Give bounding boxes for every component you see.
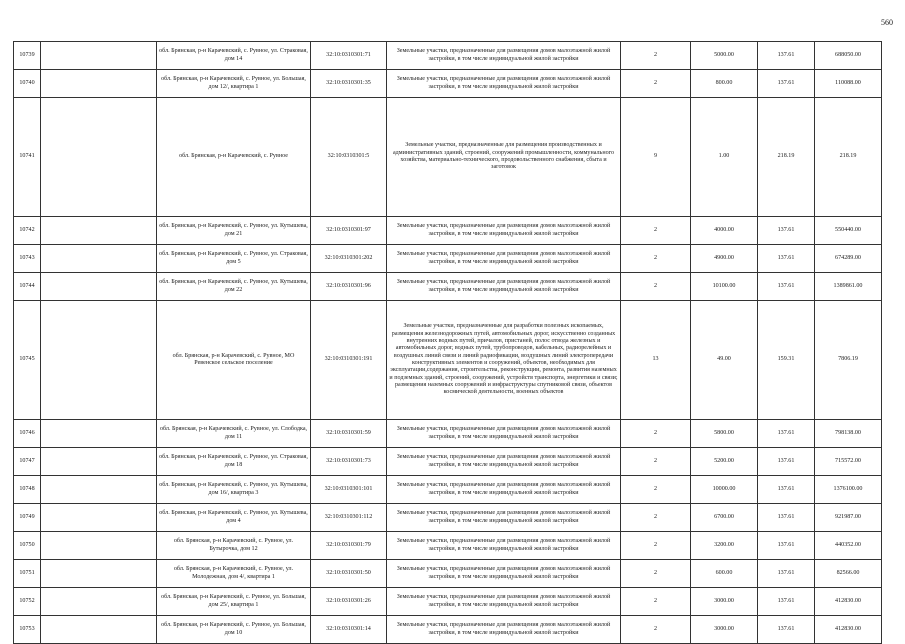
- area-cell: 5000.00: [691, 42, 758, 70]
- cadastral-number-cell: 32:10:0310301:50: [311, 560, 387, 588]
- cadastral-value-cell: 674289.00: [815, 245, 882, 273]
- use-code-cell: 2: [621, 217, 691, 245]
- use-code-cell: 2: [621, 532, 691, 560]
- specific-value-cell: 137.61: [758, 476, 815, 504]
- cadastral-number-cell: 32:10:0310301:5: [311, 98, 387, 217]
- land-use-cell: Земельные участки, предназначенные для размещения домов малоэтажной жилой застройки, в том числе индивидуальной жилой застройки: [387, 273, 621, 301]
- cadastral-value-cell: 412830.00: [815, 588, 882, 616]
- cadastral-number-cell: 32:10:0310301:97: [311, 217, 387, 245]
- cadastral-number-cell: 32:10:0310301:73: [311, 448, 387, 476]
- row-number-cell: 10747: [14, 448, 41, 476]
- cadastral-number-cell: 32:10:0310301:79: [311, 532, 387, 560]
- cadastral-number-cell: 32:10:0310301:14: [311, 616, 387, 644]
- land-use-cell: Земельные участки, предназначенные для размещения домов малоэтажной жилой застройки, в том числе индивидуальной жилой застройки: [387, 420, 621, 448]
- use-code-cell: 2: [621, 420, 691, 448]
- specific-value-cell: 137.61: [758, 70, 815, 98]
- cadastral-value-cell: 110088.00: [815, 70, 882, 98]
- use-code-cell: 2: [621, 448, 691, 476]
- cadastral-number-cell: 32:10:0310301:26: [311, 588, 387, 616]
- cadastral-value-cell: 7806.19: [815, 301, 882, 420]
- area-cell: 3200.00: [691, 532, 758, 560]
- table-row: [14, 245, 882, 273]
- blank-column-cell: [41, 217, 157, 245]
- specific-value-cell: 137.61: [758, 616, 815, 644]
- cadastral-number-cell: 32:10:0310301:112: [311, 504, 387, 532]
- blank-column-cell: [41, 532, 157, 560]
- blank-column-cell: [41, 245, 157, 273]
- address-cell: обл. Брянская, р-н Карачевский, с. Рувное, ул. Страковая, дом 14: [157, 42, 311, 70]
- use-code-cell: 2: [621, 245, 691, 273]
- area-cell: 6700.00: [691, 504, 758, 532]
- cadastral-number-cell: 32:10:0310301:35: [311, 70, 387, 98]
- cadastral-value-cell: 1389861.00: [815, 273, 882, 301]
- row-number-cell: 10741: [14, 98, 41, 217]
- specific-value-cell: 137.61: [758, 532, 815, 560]
- land-use-cell: Земельные участки, предназначенные для размещения домов малоэтажной жилой застройки, в том числе индивидуальной жилой застройки: [387, 448, 621, 476]
- land-use-cell: Земельные участки, предназначенные для размещения домов малоэтажной жилой застройки, в том числе индивидуальной жилой застройки: [387, 245, 621, 273]
- table-row: [14, 70, 882, 98]
- blank-column-cell: [41, 588, 157, 616]
- use-code-cell: 2: [621, 560, 691, 588]
- address-cell: обл. Брянская, р-н Карачевский, с. Рувное, ул. Страковая, дом 18: [157, 448, 311, 476]
- area-cell: 10100.00: [691, 273, 758, 301]
- table-row: [14, 616, 882, 644]
- specific-value-cell: 137.61: [758, 217, 815, 245]
- cadastral-value-cell: 440352.00: [815, 532, 882, 560]
- table-row: [14, 420, 882, 448]
- table-row: [14, 560, 882, 588]
- row-number-cell: 10743: [14, 245, 41, 273]
- cadastral-number-cell: 32:10:0310301:71: [311, 42, 387, 70]
- row-number-cell: 10753: [14, 616, 41, 644]
- area-cell: 10000.00: [691, 476, 758, 504]
- table-row: [14, 532, 882, 560]
- use-code-cell: 2: [621, 616, 691, 644]
- table-row: [14, 98, 882, 217]
- specific-value-cell: 137.61: [758, 273, 815, 301]
- address-cell: обл. Брянская, р-н Карачевский, с. Рувное, ул. Кутышева, дом 16/, квартира 3: [157, 476, 311, 504]
- row-number-cell: 10751: [14, 560, 41, 588]
- land-use-cell: Земельные участки, предназначенные для размещения домов малоэтажной жилой застройки, в том числе индивидуальной жилой застройки: [387, 217, 621, 245]
- cadastral-number-cell: 32:10:0310301:59: [311, 420, 387, 448]
- land-use-cell: Земельные участки, предназначенные для размещения домов малоэтажной жилой застройки, в том числе индивидуальной жилой застройки: [387, 504, 621, 532]
- blank-column-cell: [41, 476, 157, 504]
- specific-value-cell: 137.61: [758, 504, 815, 532]
- cadastral-registry-table: [13, 41, 882, 644]
- land-use-cell: Земельные участки, предназначенные для размещения производственных и административных зданий, строений, сооружений промышленности, коммунального хозяйства, материально-технического, продовольственного снабжения, сбыта и заготовок: [387, 98, 621, 217]
- row-number-cell: 10742: [14, 217, 41, 245]
- specific-value-cell: 137.61: [758, 448, 815, 476]
- area-cell: 1.00: [691, 98, 758, 217]
- address-cell: обл. Брянская, р-н Карачевский, с. Рувное: [157, 98, 311, 217]
- specific-value-cell: 218.19: [758, 98, 815, 217]
- page-number: 560: [881, 18, 893, 27]
- blank-column-cell: [41, 42, 157, 70]
- land-use-cell: Земельные участки, предназначенные для размещения домов малоэтажной жилой застройки, в том числе индивидуальной жилой застройки: [387, 616, 621, 644]
- blank-column-cell: [41, 301, 157, 420]
- specific-value-cell: 137.61: [758, 560, 815, 588]
- area-cell: 600.00: [691, 560, 758, 588]
- use-code-cell: 13: [621, 301, 691, 420]
- address-cell: обл. Брянская, р-н Карачевский, с. Рувное, ул. Слободка, дом 11: [157, 420, 311, 448]
- area-cell: 4000.00: [691, 217, 758, 245]
- address-cell: обл. Брянская, р-н Карачевский, с. Рувное, ул. Кутышева, дом 22: [157, 273, 311, 301]
- cadastral-value-cell: 82566.00: [815, 560, 882, 588]
- cadastral-number-cell: 32:10:0310301:191: [311, 301, 387, 420]
- area-cell: 5800.00: [691, 420, 758, 448]
- address-cell: обл. Брянская, р-н Карачевский, с. Рувное, МО Ревенское сельское поселение: [157, 301, 311, 420]
- use-code-cell: 2: [621, 273, 691, 301]
- blank-column-cell: [41, 504, 157, 532]
- address-cell: обл. Брянская, р-н Карачевский, с. Рувное, ул. Молодежная, дом 4/, квартира 1: [157, 560, 311, 588]
- use-code-cell: 2: [621, 42, 691, 70]
- blank-column-cell: [41, 273, 157, 301]
- row-number-cell: 10750: [14, 532, 41, 560]
- row-number-cell: 10744: [14, 273, 41, 301]
- table-row: [14, 476, 882, 504]
- use-code-cell: 2: [621, 588, 691, 616]
- specific-value-cell: 137.61: [758, 420, 815, 448]
- blank-column-cell: [41, 70, 157, 98]
- cadastral-number-cell: 32:10:0310301:101: [311, 476, 387, 504]
- cadastral-value-cell: 218.19: [815, 98, 882, 217]
- area-cell: 800.00: [691, 70, 758, 98]
- land-use-cell: Земельные участки, предназначенные для разработки полезных ископаемых, размещения железнодорожных путей, автомобильных дорог, искусственно созданных внутренних водных путей, причалов, пристаней, полос отвода железных и автомобильных дорог, водных путей, трубопроводов, кабельных, радиорелейных и воздушных линий связи и линий радиофикации, воздушных линий электропередачи конструктивных элементов и сооружений, объектов, необходимых для эксплуатации,содержания, строительства, реконструкции, ремонта, развития наземных и подземных зданий, строений, сооружений, устройств транспорта, энергетики и связи; размещения наземных сооружений и инфраструктуры спутниковой связи, объектов космической деятельности, военных объектов: [387, 301, 621, 420]
- row-number-cell: 10752: [14, 588, 41, 616]
- area-cell: 3000.00: [691, 588, 758, 616]
- cadastral-value-cell: 550440.00: [815, 217, 882, 245]
- area-cell: 5200.00: [691, 448, 758, 476]
- land-use-cell: Земельные участки, предназначенные для размещения домов малоэтажной жилой застройки, в том числе индивидуальной жилой застройки: [387, 588, 621, 616]
- blank-column-cell: [41, 98, 157, 217]
- address-cell: обл. Брянская, р-н Карачевский, с. Рувное, ул. Большая, дом 25/, квартира 1: [157, 588, 311, 616]
- address-cell: обл. Брянская, р-н Карачевский, с. Рувное, ул. Бутырочка, дом 12: [157, 532, 311, 560]
- table-row: [14, 301, 882, 420]
- land-use-cell: Земельные участки, предназначенные для размещения домов малоэтажной жилой застройки, в том числе индивидуальной жилой застройки: [387, 70, 621, 98]
- row-number-cell: 10739: [14, 42, 41, 70]
- cadastral-value-cell: 715572.00: [815, 448, 882, 476]
- cadastral-number-cell: 32:10:0310301:202: [311, 245, 387, 273]
- address-cell: обл. Брянская, р-н Карачевский, с. Рувное, ул. Страковая, дом 5: [157, 245, 311, 273]
- row-number-cell: 10740: [14, 70, 41, 98]
- address-cell: обл. Брянская, р-н Карачевский, с. Рувное, ул. Кутышева, дом 4: [157, 504, 311, 532]
- cadastral-number-cell: 32:10:0310301:96: [311, 273, 387, 301]
- row-number-cell: 10748: [14, 476, 41, 504]
- address-cell: обл. Брянская, р-н Карачевский, с. Рувное, ул. Большая, дом 12/, квартира 1: [157, 70, 311, 98]
- area-cell: 4900.00: [691, 245, 758, 273]
- table-row: [14, 42, 882, 70]
- address-cell: обл. Брянская, р-н Карачевский, с. Рувное, ул. Большая, дом 10: [157, 616, 311, 644]
- specific-value-cell: 137.61: [758, 588, 815, 616]
- table-row: [14, 504, 882, 532]
- land-use-cell: Земельные участки, предназначенные для размещения домов малоэтажной жилой застройки, в том числе индивидуальной жилой застройки: [387, 476, 621, 504]
- use-code-cell: 2: [621, 504, 691, 532]
- area-cell: 3000.00: [691, 616, 758, 644]
- use-code-cell: 9: [621, 98, 691, 217]
- blank-column-cell: [41, 616, 157, 644]
- area-cell: 49.00: [691, 301, 758, 420]
- registry-body: [14, 42, 882, 644]
- cadastral-value-cell: 1376100.00: [815, 476, 882, 504]
- blank-column-cell: [41, 560, 157, 588]
- row-number-cell: 10746: [14, 420, 41, 448]
- blank-column-cell: [41, 420, 157, 448]
- table-row: [14, 448, 882, 476]
- land-use-cell: Земельные участки, предназначенные для размещения домов малоэтажной жилой застройки, в том числе индивидуальной жилой застройки: [387, 42, 621, 70]
- specific-value-cell: 159.31: [758, 301, 815, 420]
- cadastral-value-cell: 921987.00: [815, 504, 882, 532]
- cadastral-value-cell: 688050.00: [815, 42, 882, 70]
- land-use-cell: Земельные участки, предназначенные для размещения домов малоэтажной жилой застройки, в том числе индивидуальной жилой застройки: [387, 532, 621, 560]
- use-code-cell: 2: [621, 476, 691, 504]
- row-number-cell: 10749: [14, 504, 41, 532]
- use-code-cell: 2: [621, 70, 691, 98]
- specific-value-cell: 137.61: [758, 245, 815, 273]
- row-number-cell: 10745: [14, 301, 41, 420]
- address-cell: обл. Брянская, р-н Карачевский, с. Рувное, ул. Кутышева, дом 21: [157, 217, 311, 245]
- cadastral-value-cell: 412830.00: [815, 616, 882, 644]
- table-row: [14, 588, 882, 616]
- table-row: [14, 273, 882, 301]
- blank-column-cell: [41, 448, 157, 476]
- specific-value-cell: 137.61: [758, 42, 815, 70]
- land-use-cell: Земельные участки, предназначенные для размещения домов малоэтажной жилой застройки, в том числе индивидуальной жилой застройки: [387, 560, 621, 588]
- cadastral-value-cell: 798138.00: [815, 420, 882, 448]
- table-row: [14, 217, 882, 245]
